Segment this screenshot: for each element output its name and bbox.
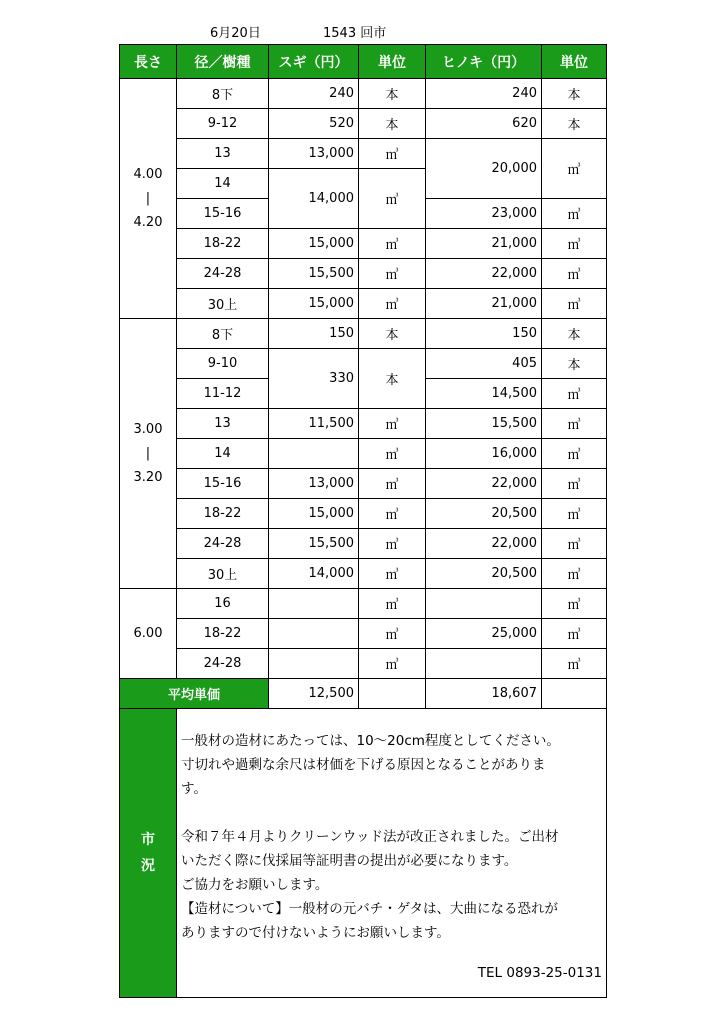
hinoki-unit: ㎥ <box>542 229 607 259</box>
hinoki-price <box>426 589 542 619</box>
table-row <box>120 229 607 259</box>
note-line: 寸切れや過剰な余尺は材価を下げる原因となることがありま <box>181 757 546 773</box>
hinoki-price: 25,000 <box>426 619 542 649</box>
average-sugi-unit <box>359 679 426 709</box>
sugi-price <box>269 439 359 469</box>
phone-number: TEL 0893-25-0131 <box>477 965 602 981</box>
sugi-price: 15,000 <box>269 499 359 529</box>
hinoki-price: 21,000 <box>426 229 542 259</box>
sugi-price: 15,000 <box>269 289 359 319</box>
length-value: 3.00 <box>133 421 163 437</box>
length-cell <box>120 79 177 319</box>
sugi-unit: ㎥ <box>359 619 426 649</box>
size-cell: 13 <box>177 409 269 439</box>
sugi-unit: ㎥ <box>359 559 426 589</box>
hinoki-price: 150 <box>426 319 542 349</box>
table-row <box>120 589 607 619</box>
hinoki-price: 14,500 <box>426 379 542 409</box>
hinoki-unit: ㎥ <box>542 139 607 199</box>
table-row <box>120 469 607 499</box>
table-row <box>120 289 607 319</box>
sugi-unit: ㎥ <box>359 229 426 259</box>
hinoki-price: 620 <box>426 109 542 139</box>
length-cell <box>120 319 177 589</box>
average-label: 平均単価 <box>120 679 269 709</box>
market-label <box>120 709 177 998</box>
hinoki-price: 22,000 <box>426 529 542 559</box>
sugi-unit: 本 <box>359 319 426 349</box>
sugi-price: 15,500 <box>269 529 359 559</box>
sugi-unit: ㎥ <box>359 529 426 559</box>
size-cell: 18-22 <box>177 619 269 649</box>
hinoki-unit: ㎥ <box>542 469 607 499</box>
table-row <box>120 619 607 649</box>
size-cell: 18-22 <box>177 229 269 259</box>
sugi-unit: ㎥ <box>359 289 426 319</box>
hinoki-price: 16,000 <box>426 439 542 469</box>
table-row <box>120 529 607 559</box>
sugi-unit: ㎥ <box>359 139 426 169</box>
note-line: 令和７年４月よりクリーンウッド法が改正されました。ご出材 <box>181 829 559 845</box>
table-row <box>120 139 607 169</box>
hinoki-price: 23,000 <box>426 199 542 229</box>
note-line: す。 <box>181 781 207 797</box>
sugi-unit: ㎥ <box>359 169 426 229</box>
size-cell: 14 <box>177 439 269 469</box>
sugi-unit: ㎥ <box>359 589 426 619</box>
average-hinoki: 18,607 <box>426 679 542 709</box>
size-cell: 9-10 <box>177 349 269 379</box>
market-label-char: 況 <box>141 858 155 874</box>
hinoki-unit: 本 <box>542 319 607 349</box>
table-row <box>120 439 607 469</box>
hinoki-price: 20,500 <box>426 499 542 529</box>
sugi-price <box>269 589 359 619</box>
col-length: 長さ <box>120 45 177 79</box>
size-cell: 18-22 <box>177 499 269 529</box>
sugi-price: 15,000 <box>269 229 359 259</box>
sugi-unit: ㎥ <box>359 409 426 439</box>
sugi-price: 14,000 <box>269 169 359 229</box>
sugi-price: 11,500 <box>269 409 359 439</box>
table-row <box>120 349 607 379</box>
sugi-unit: 本 <box>359 349 426 409</box>
note-line: ありますので付けないようにお願いします。 <box>181 925 450 941</box>
table-row <box>120 649 607 679</box>
length-cell: 6.00 <box>120 589 177 679</box>
size-cell: 24-28 <box>177 529 269 559</box>
sugi-price: 14,000 <box>269 559 359 589</box>
sugi-price: 150 <box>269 319 359 349</box>
sugi-unit: ㎥ <box>359 649 426 679</box>
hinoki-unit: ㎥ <box>542 439 607 469</box>
hinoki-price: 240 <box>426 79 542 109</box>
table-row <box>120 319 607 349</box>
sugi-price: 15,500 <box>269 259 359 289</box>
note-line: いただく際に伐採届等証明書の提出が必要になります。 <box>181 853 518 869</box>
size-cell: 11-12 <box>177 379 269 409</box>
size-cell: 15-16 <box>177 199 269 229</box>
note-line: 【造材について】一般材の元バチ・ゲタは、大曲になる恐れが <box>181 901 559 917</box>
hinoki-unit: ㎥ <box>542 589 607 619</box>
hinoki-unit: ㎥ <box>542 529 607 559</box>
length-separator: | <box>145 445 151 461</box>
auction-date: 6月20日 <box>210 26 261 41</box>
hinoki-unit: 本 <box>542 109 607 139</box>
hinoki-price: 22,000 <box>426 259 542 289</box>
price-table <box>119 44 607 998</box>
hinoki-unit: ㎥ <box>542 409 607 439</box>
size-cell: 13 <box>177 139 269 169</box>
col-hinoki-unit: 単位 <box>542 45 607 79</box>
table-row <box>120 259 607 289</box>
table-header-row <box>120 45 607 79</box>
market-label-char: 市 <box>141 832 155 848</box>
sugi-price: 520 <box>269 109 359 139</box>
hinoki-price: 21,000 <box>426 289 542 319</box>
size-cell: 30上 <box>177 559 269 589</box>
hinoki-unit: 本 <box>542 79 607 109</box>
col-sugi-unit: 単位 <box>359 45 426 79</box>
length-separator: | <box>145 190 151 206</box>
hinoki-price: 22,000 <box>426 469 542 499</box>
sugi-unit: ㎥ <box>359 439 426 469</box>
sugi-unit: ㎥ <box>359 499 426 529</box>
table-row <box>120 109 607 139</box>
hinoki-price <box>426 649 542 679</box>
table-row <box>120 79 607 109</box>
table-row <box>120 409 607 439</box>
sugi-price <box>269 649 359 679</box>
table-row <box>120 559 607 589</box>
note-line: ご協力をお願いします。 <box>181 877 329 893</box>
hinoki-unit: ㎥ <box>542 619 607 649</box>
hinoki-price: 20,500 <box>426 559 542 589</box>
average-row <box>120 679 607 709</box>
size-cell: 14 <box>177 169 269 199</box>
hinoki-unit: ㎥ <box>542 559 607 589</box>
sugi-unit: 本 <box>359 109 426 139</box>
auction-session: 1543 回市 <box>323 26 387 41</box>
blank-line <box>181 801 602 825</box>
table-row <box>120 499 607 529</box>
sugi-price: 13,000 <box>269 469 359 499</box>
size-cell: 15-16 <box>177 469 269 499</box>
hinoki-price: 15,500 <box>426 409 542 439</box>
sugi-unit: ㎥ <box>359 259 426 289</box>
hinoki-price: 405 <box>426 349 542 379</box>
sugi-price <box>269 619 359 649</box>
hinoki-unit: 本 <box>542 349 607 379</box>
sugi-price: 330 <box>269 349 359 409</box>
market-row <box>120 709 607 998</box>
hinoki-unit: ㎥ <box>542 499 607 529</box>
length-value: 4.00 <box>133 166 163 182</box>
col-size: 径／樹種 <box>177 45 269 79</box>
sugi-unit: ㎥ <box>359 469 426 499</box>
size-cell: 24-28 <box>177 649 269 679</box>
col-hinoki: ヒノキ（円） <box>426 45 542 79</box>
hinoki-unit: ㎥ <box>542 649 607 679</box>
hinoki-unit: ㎥ <box>542 199 607 229</box>
sugi-price: 240 <box>269 79 359 109</box>
size-cell: 16 <box>177 589 269 619</box>
average-hinoki-unit <box>542 679 607 709</box>
sugi-unit: 本 <box>359 79 426 109</box>
size-cell: 8下 <box>177 79 269 109</box>
size-cell: 9-12 <box>177 109 269 139</box>
sugi-price: 13,000 <box>269 139 359 169</box>
size-cell: 24-28 <box>177 259 269 289</box>
note-line: 一般材の造材にあたっては、10～20cm程度としてください。 <box>181 733 560 749</box>
col-sugi: スギ（円） <box>269 45 359 79</box>
hinoki-unit: ㎥ <box>542 289 607 319</box>
length-value: 4.20 <box>133 214 163 230</box>
average-sugi: 12,500 <box>269 679 359 709</box>
market-notes <box>177 709 607 998</box>
size-cell: 8下 <box>177 319 269 349</box>
hinoki-unit: ㎥ <box>542 379 607 409</box>
length-value: 3.20 <box>133 469 163 485</box>
size-cell: 30上 <box>177 289 269 319</box>
hinoki-price: 20,000 <box>426 139 542 199</box>
hinoki-unit: ㎥ <box>542 259 607 289</box>
